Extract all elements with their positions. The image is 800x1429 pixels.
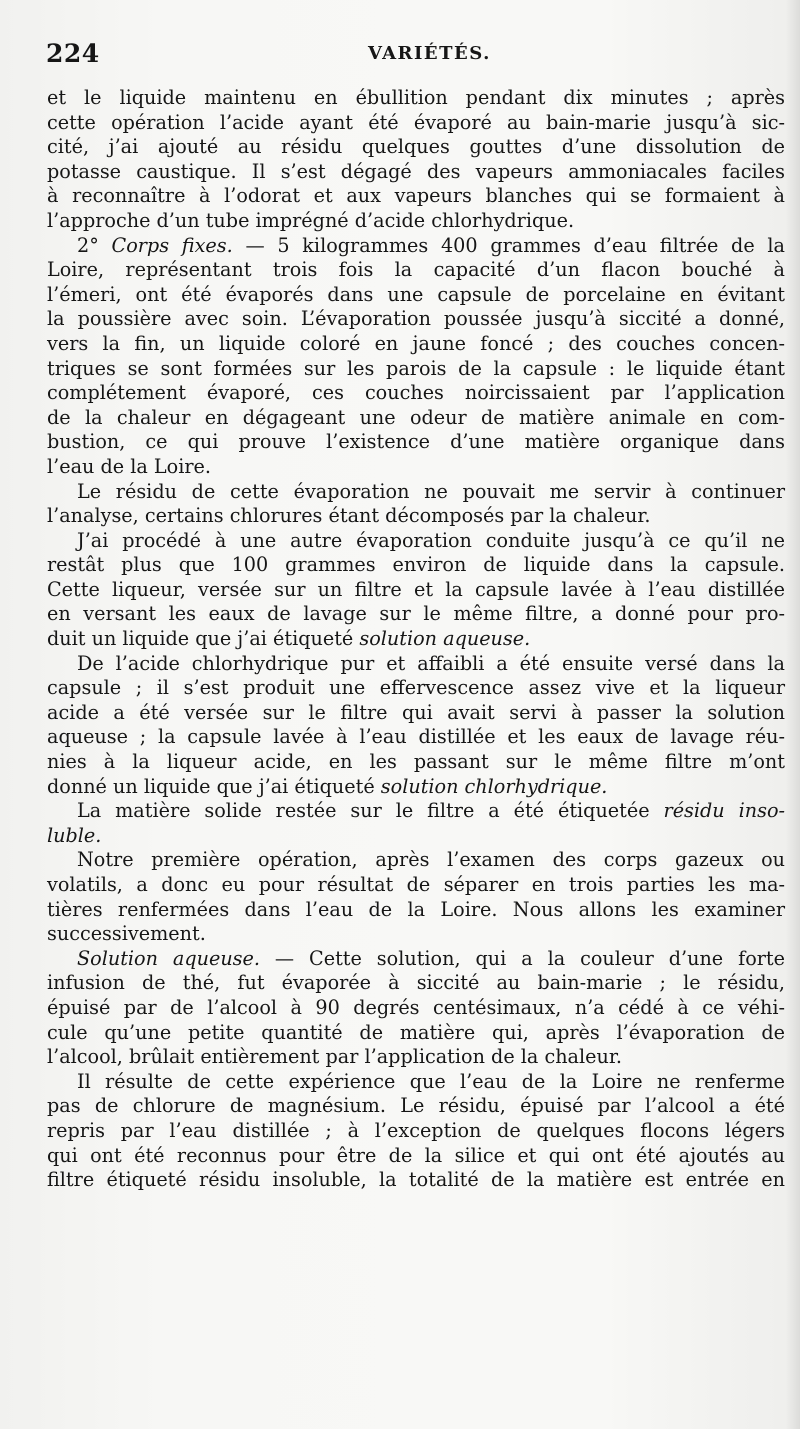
text-line: [47, 922, 785, 947]
text-run: Le résidu de cette évaporation ne pouvait me servir à continuer: [77, 479, 785, 503]
italic-text-run: luble.: [47, 823, 102, 847]
text-run: capsule ; il s’est produit une effervescence assez vive et la liqueur: [47, 676, 785, 700]
text-line: [47, 553, 785, 578]
text-run: Il résulte de cette expérience que l’eau de la Loire ne renferme: [77, 1069, 785, 1093]
text-run: l’eau de la Loire.: [47, 454, 211, 478]
running-head: [46, 39, 764, 75]
text-line: [47, 381, 785, 406]
text-line: [47, 430, 785, 455]
text-line: [47, 1070, 785, 1095]
text-run: vers la fin, un liquide coloré en jaune foncé ; des couches concen-: [47, 331, 785, 355]
text-run: nies à la liqueur acide, en les passant sur le même filtre m’ont: [47, 750, 785, 774]
text-run: filtre étiqueté résidu insoluble, la totalité de la matière est entrée en: [47, 1168, 785, 1192]
italic-text-run: résidu inso-: [663, 799, 785, 823]
text-run: La matière solide restée sur le filtre a été étiquetée: [77, 799, 664, 823]
text-line: [47, 332, 785, 357]
text-line: [47, 1021, 785, 1046]
text-line: [47, 406, 785, 431]
italic-text-run: solution chlorhydrique.: [380, 774, 608, 798]
text-run: cette opération l’acide ayant été évaporé au bain-marie jusqu’à sic-: [47, 110, 785, 134]
text-run: Cette liqueur, versée sur un filtre et la capsule lavée à l’eau distillée: [47, 577, 785, 601]
text-run: infusion de thé, fut évaporée à siccité au bain-marie ; le résidu,: [47, 971, 785, 995]
page-edge-shadow: [786, 0, 800, 1429]
text-line: [47, 996, 785, 1021]
text-line: [47, 848, 785, 873]
text-line: [47, 258, 785, 283]
text-run: cule qu’une petite quantité de matière qui, après l’évaporation de: [47, 1020, 785, 1044]
text-line: [47, 1144, 785, 1169]
running-head-title: VARIÉTÉS.: [368, 43, 491, 64]
text-run: successivement.: [47, 922, 206, 946]
text-run: Loire, représentant trois fois la capacité d’un flacon bouché à: [47, 258, 785, 282]
text-line: [47, 480, 785, 505]
text-run: l’alcool, brûlait entièrement par l’application de la chaleur.: [47, 1045, 623, 1069]
text-run: à reconnaître à l’odorat et aux vapeurs blanches qui se formaient à: [47, 184, 785, 208]
text-run: l’approche d’un tube imprégné d’acide chlorhydrique.: [47, 208, 575, 232]
text-line: [47, 504, 785, 529]
text-run: volatils, a donc eu pour résultat de séparer en trois parties les ma-: [47, 873, 785, 896]
page-number: 224: [46, 39, 100, 68]
text-line: [47, 86, 785, 111]
text-line: [47, 824, 785, 849]
text-line: [47, 725, 785, 750]
text-run: cité, j’ai ajouté au résidu quelques gouttes d’une dissolution de: [47, 135, 785, 159]
text-line: [47, 898, 785, 923]
text-line: [47, 283, 785, 308]
text-run: pas de chlorure de magnésium. Le résidu, épuisé par l’alcool a été: [47, 1094, 785, 1118]
text-run: triques se sont formées sur les parois de la capsule : le liquide étant: [47, 356, 785, 380]
text-run: restât plus que 100 grammes environ de liquide dans la capsule.: [47, 553, 785, 577]
text-run: l’analyse, certains chlorures étant décomposés par la chaleur.: [47, 504, 651, 528]
text-run: tières renfermées dans l’eau de la Loire. Nous allons les examiner: [47, 897, 785, 921]
text-line: [47, 234, 785, 259]
text-line: [47, 701, 785, 726]
text-line: [47, 455, 785, 480]
text-line: [47, 1045, 785, 1070]
text-line: [47, 627, 785, 652]
text-run: complétement évaporé, ces couches noircissaient par l’application: [47, 381, 785, 405]
text-line: [47, 971, 785, 996]
text-line: [47, 307, 785, 332]
text-line: [47, 652, 785, 677]
text-line: [47, 799, 785, 824]
text-line: [47, 135, 785, 160]
text-line: [47, 529, 785, 554]
text-line: [47, 357, 785, 382]
text-line: [47, 947, 785, 972]
text-line: [47, 602, 785, 627]
text-run: et le liquide maintenu en ébullition pendant dix minutes ; après: [47, 86, 785, 109]
italic-text-run: solution aqueuse.: [359, 627, 531, 651]
text-run: la poussière avec soin. L’évaporation poussée jusqu’à siccité a donné,: [47, 307, 785, 331]
text-run: donné un liquide que j’ai étiqueté: [47, 774, 381, 798]
text-line: [47, 184, 785, 209]
text-run: épuisé par de l’alcool à 90 degrés centésimaux, n’a cédé à ce véhi-: [47, 995, 785, 1019]
text-line: [47, 775, 785, 800]
text-line: [47, 160, 785, 185]
text-run: aqueuse ; la capsule lavée à l’eau distillée et les eaux de lavage réu-: [47, 725, 785, 749]
text-run: bustion, ce qui prouve l’existence d’une matière organique dans: [47, 430, 785, 454]
text-line: [47, 1094, 785, 1119]
body-text: [47, 86, 785, 1193]
text-run: J’ai procédé à une autre évaporation conduite jusqu’à ce qu’il ne: [77, 528, 785, 552]
italic-text-run: Solution aqueuse.: [77, 946, 260, 970]
text-run: — 5 kilogrammes 400 grammes d’eau filtrée de la: [232, 233, 785, 257]
text-run: repris par l’eau distillée ; à l’exception de quelques flocons légers: [47, 1118, 785, 1142]
text-run: De l’acide chlorhydrique pur et affaibli a été ensuite versé dans la: [77, 651, 785, 675]
text-line: [47, 1168, 785, 1193]
text-run: potasse caustique. Il s’est dégagé des vapeurs ammoniacales faciles: [47, 159, 785, 183]
text-line: [47, 578, 785, 603]
text-run: 2°: [77, 233, 112, 257]
text-run: Notre première opération, après l’examen des corps gazeux ou: [77, 848, 785, 872]
text-run: qui ont été reconnus pour être de la silice et qui ont été ajoutés au: [47, 1143, 785, 1167]
text-line: [47, 1119, 785, 1144]
text-line: [47, 750, 785, 775]
text-run: de la chaleur en dégageant une odeur de matière animale en com-: [47, 405, 785, 429]
text-run: — Cette solution, qui a la couleur d’une forte: [259, 946, 785, 970]
italic-text-run: Corps fixes.: [111, 233, 233, 257]
text-line: [47, 676, 785, 701]
text-line: [47, 873, 785, 898]
text-run: duit un liquide que j’ai étiqueté: [47, 627, 360, 651]
text-line: [47, 209, 785, 234]
text-run: l’émeri, ont été évaporés dans une capsule de porcelaine en évitant: [47, 282, 785, 306]
text-line: [47, 111, 785, 136]
text-run: acide a été versée sur le filtre qui avait servi à passer la solution: [47, 700, 785, 724]
text-run: en versant les eaux de lavage sur le même filtre, a donné pour pro-: [47, 602, 785, 626]
